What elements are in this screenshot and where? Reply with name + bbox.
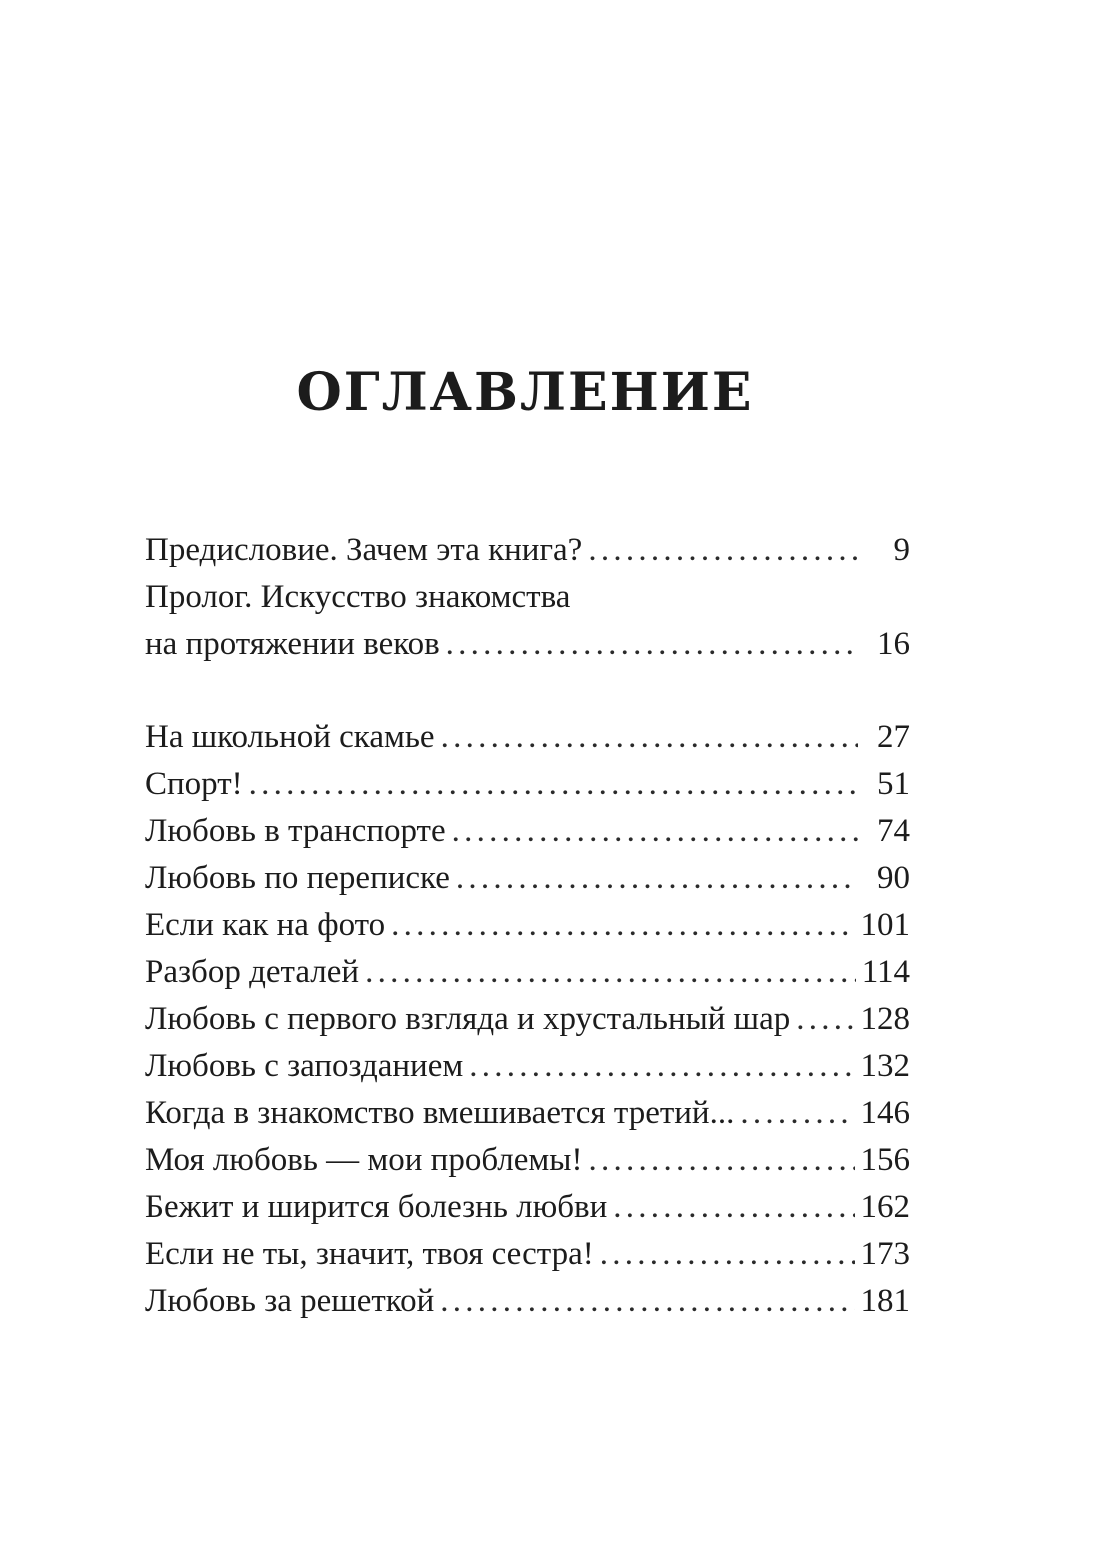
toc-page-number: 156 — [860, 1142, 910, 1178]
toc-page-number: 101 — [860, 907, 910, 943]
page-title: ОГЛАВЛЕНИЕ — [296, 362, 754, 423]
dot-leader — [796, 996, 854, 1043]
table-of-contents — [145, 527, 910, 1325]
toc-entry[interactable] — [145, 1090, 910, 1137]
dot-leader — [588, 527, 858, 574]
toc-page-number: 16 — [877, 626, 910, 662]
toc-entry[interactable] — [145, 761, 910, 808]
toc-entry[interactable] — [145, 996, 910, 1043]
toc-page-number: 173 — [860, 1236, 910, 1272]
toc-page-number: 27 — [877, 719, 910, 755]
toc-entry[interactable] — [145, 1184, 910, 1231]
toc-page-number: 51 — [877, 766, 910, 802]
dot-leader — [613, 1184, 854, 1231]
toc-entry-label: Спорт! — [145, 766, 243, 802]
dot-leader — [469, 1043, 854, 1090]
toc-entry[interactable] — [145, 949, 910, 996]
toc-page-number: 74 — [877, 813, 910, 849]
dot-leader — [452, 808, 858, 855]
toc-entry-label: Любовь по переписке — [145, 860, 450, 896]
chapter-list — [145, 714, 910, 1325]
dot-leader — [440, 1278, 854, 1325]
toc-page-number: 90 — [877, 860, 910, 896]
toc-page-number: 9 — [893, 532, 910, 568]
toc-entry-label: Если как на фото — [145, 907, 386, 943]
dot-leader — [441, 714, 858, 761]
toc-entry[interactable] — [145, 621, 910, 668]
dot-leader — [365, 949, 856, 996]
toc-entry[interactable] — [145, 1231, 910, 1278]
toc-entry-label: Когда в знакомство вмешивается третий... — [145, 1095, 735, 1131]
toc-page-number: 132 — [860, 1048, 910, 1084]
toc-entry-label: на протяжении веков — [145, 626, 440, 662]
dot-leader — [446, 621, 858, 668]
toc-entry-label: На школьной скамье — [145, 719, 435, 755]
toc-page-number: 146 — [860, 1095, 910, 1131]
toc-page-number: 181 — [860, 1283, 910, 1319]
toc-entry[interactable] — [145, 527, 910, 574]
toc-entry-label: Любовь с запозданием — [145, 1048, 464, 1084]
toc-entry[interactable] — [145, 574, 910, 621]
toc-entry[interactable] — [145, 714, 910, 761]
section-gap — [145, 668, 910, 714]
toc-entry-label: Предисловие. Зачем эта книга? — [145, 532, 583, 568]
dot-leader — [391, 902, 854, 949]
toc-page-number: 162 — [860, 1189, 910, 1225]
toc-entry-label: Моя любовь — мои проблемы! — [145, 1142, 583, 1178]
toc-page-number: 114 — [861, 954, 910, 990]
toc-entry[interactable] — [145, 1278, 910, 1325]
toc-entry-label: Если не ты, значит, твоя сестра! — [145, 1236, 594, 1272]
toc-entry-label: Разбор деталей — [145, 954, 360, 990]
toc-entry[interactable] — [145, 902, 910, 949]
toc-entry-label: Любовь за решеткой — [145, 1283, 435, 1319]
dot-leader — [249, 761, 858, 808]
dot-leader — [600, 1231, 855, 1278]
toc-entry-label: Бежит и ширится болезнь любви — [145, 1189, 608, 1225]
toc-entry[interactable] — [145, 808, 910, 855]
dot-leader — [456, 855, 858, 902]
toc-entry-label: Любовь в транспорте — [145, 813, 446, 849]
toc-entry[interactable] — [145, 1043, 910, 1090]
toc-entry[interactable] — [145, 1137, 910, 1184]
toc-page-number: 128 — [860, 1001, 910, 1037]
toc-entry-label: Пролог. Искусство знакомства — [145, 579, 571, 615]
toc-entry[interactable] — [145, 855, 910, 902]
dot-leader — [740, 1090, 854, 1137]
dot-leader — [588, 1137, 854, 1184]
toc-entry-label: Любовь с первого взгляда и хрустальный шар — [145, 1001, 791, 1037]
